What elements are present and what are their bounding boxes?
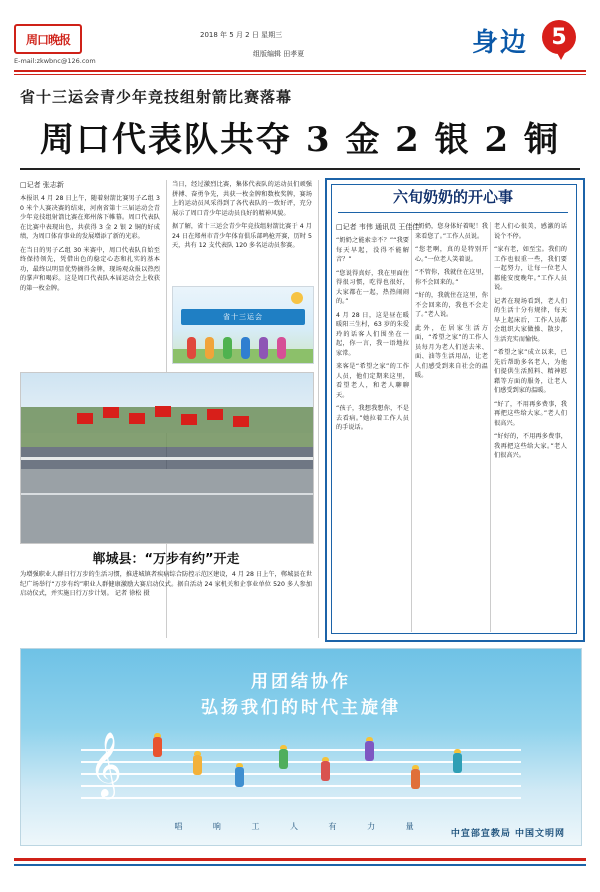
newspaper-logo-text: 周口晚报	[25, 32, 70, 47]
helmet-icon	[194, 751, 201, 755]
lead-main-headline: 周口代表队共夺 3 金 2 银 2 铜	[40, 120, 560, 160]
figure-icon	[223, 337, 232, 359]
boxed-paragraph: “您说得真好，我在里面住得很习惯，吃得也很好，大家都在一起，热热闹闹的。”	[336, 269, 409, 305]
boxed-paragraph: “孩子，我想我想你，不是去看病。”她拉着工作人员的手说话。	[336, 405, 409, 431]
boxed-paragraph: “好了，不用再多费事，我再把这些给大家。”老人们很高兴。	[494, 400, 567, 427]
boxed-article-byline: □记者 韦伟 通讯员 王佳佳	[336, 223, 420, 231]
worker-figure	[453, 753, 462, 773]
worker-figure	[411, 769, 420, 789]
flag-icon	[181, 414, 197, 425]
boxed-paragraph: “奶奶，您身体好着呢！我来看您了。”工作人员说。	[415, 223, 488, 240]
masthead	[0, 0, 600, 78]
footer-rule-blue	[14, 864, 586, 866]
worker-figure	[235, 767, 244, 787]
boxed-article-title: 六旬奶奶的开心事	[392, 188, 513, 206]
worker-figure	[193, 755, 202, 775]
boxed-paragraph: “不管你，我就住在这里，你不会回来的。”	[415, 269, 488, 286]
figure-icon	[187, 337, 196, 359]
games-logo-illustration	[172, 286, 314, 364]
footer-rule-red	[14, 858, 586, 861]
boxed-paragraph: “好的，我就住在这里，你不会回来的，我也不会走了。”老人说。	[415, 292, 488, 318]
worker-figure	[279, 749, 288, 769]
treble-clef-icon: 𝄞	[89, 732, 123, 797]
boxed-paragraph: 记者在现场看到，老人们的生活十分有规律，每天早上起床后，工作人员都会组织大家做操、散步，生活充实而愉快。	[494, 297, 567, 343]
editor-credit: 组版编辑 田孝夏	[253, 50, 305, 58]
march-photo	[20, 372, 314, 544]
helmet-icon	[280, 745, 287, 749]
games-banner-label: 省十三运会	[181, 309, 305, 325]
flag-icon	[103, 407, 119, 418]
boxed-paragraph: 来客是“希望之家”的工作人员，他们定期来这里，看望老人，和老人聊聊天。	[336, 363, 409, 399]
helmet-icon	[154, 733, 161, 737]
flag-icon	[233, 416, 249, 427]
article-column-2	[172, 180, 312, 255]
boxed-paragraph: “家有老，如至宝。我们的工作也很重一些，我们要一起努力，让每一位老人都能安度晚年。”工作人员说。	[494, 246, 567, 291]
headline-divider	[20, 168, 580, 170]
lead-paragraph: 本报讯 4 月 28 日上午，随着射箭比赛男子乙组 30 米个人赛决赛的结束，河南省第十三届运动会青少年竞技组射箭比赛在郑州落下帷幕。周口代表队在比赛中表现出色，共获得 3 金 2 银 2 铜的好成绩，为周口体育事业的发展增添了新的光彩。	[20, 195, 160, 240]
helmet-icon	[366, 737, 373, 741]
flag-icon	[129, 413, 145, 424]
boxed-article-column-2	[415, 222, 488, 385]
figure-icon	[205, 337, 214, 359]
photo-caption-body: 为增强职业人群日行万步的生活习惯，推进城镇者疾病综合防控示范区建设，4 月 28 日上午，郸城县在世纪广场举行“万步有约”职业人群健康激励大赛启动仪式。据自活动 24 家机关和企事业单位 520 多人参加启动仪式，并实施日行万步计划。 记者 徐松 摄	[20, 571, 312, 597]
public-service-poster	[20, 648, 582, 846]
newspaper-logo	[14, 24, 82, 54]
masthead-rule-thin	[14, 74, 586, 75]
worker-figure	[153, 737, 162, 757]
sun-icon	[291, 292, 303, 304]
poster-line-2: 弘扬我们的时代主旋律	[201, 698, 401, 718]
figure-icon	[259, 337, 268, 359]
lead-paragraph: 在当日的男子乙组 30 米赛中，周口代表队自始至终保持领先，凭借出色的稳定心态和扎实的基本功，最终以明显优势摘得金牌，现场观众报以热烈的掌声和喝彩。这是周口代表队本届运动会上收获的第一枚金牌。	[20, 246, 160, 292]
boxed-paragraph: 4 月 28 日，这是昼在暖暖阳三生村，63 岁的朱爱玲的话客人们围坐在一起，你一言，我一语地拉家常。	[336, 311, 409, 357]
boxed-article-title-rule	[338, 212, 568, 213]
staff-line	[81, 773, 521, 775]
poster-subline: 唱 响 工 人 有 力 量	[174, 822, 428, 831]
worker-figure	[365, 741, 374, 761]
boxed-article-column-3	[494, 222, 567, 465]
helmet-icon	[454, 749, 461, 753]
page-number-value: 5	[542, 20, 576, 54]
poster-line-1: 用团结协作	[251, 672, 351, 692]
boxed-paragraph: 老人们心很美，感激的话说个不停。	[494, 223, 567, 240]
lead-paragraph: 当日，经过激烈比赛，集体代表队的运动员们顽强拼搏、奋勇争先，共获一枚金牌和数枚奖牌，赛场上的运动员风采得到了各代表队的一致好评，充分展示了周口青少年运动员良好的精神风貌。	[172, 181, 312, 217]
contact-email: E-mail:zkwbnc@126.com	[14, 57, 96, 65]
photo-fence	[21, 457, 313, 460]
boxed-paragraph: “希望之家”成立以来，已先后帮助多名老人，为他们提供生活照料、精神慰藉等方面的服务，让老人们感受到家的温暖。	[494, 349, 567, 394]
lead-shoulder-headline: 省十三运会青少年竞技组射箭比赛落幕	[20, 88, 293, 106]
boxed-paragraph: 此外，在居家生活方面，“希望之家”的工作人员每月为老人们送去米、面、油等生活用品，让老人们感受到来自社会的温暖。	[415, 324, 488, 379]
staff-line	[81, 797, 521, 799]
figure-icon	[277, 337, 286, 359]
flag-icon	[77, 413, 93, 424]
lead-byline: □记者 张志新	[20, 181, 64, 189]
boxed-paragraph: “奶奶之能索幸不？”“我要每天早起，没得不能解音？”	[336, 237, 409, 263]
boxed-paragraph: “您老啊，真的是特别开心。”一位老人笑着说。	[415, 246, 488, 263]
boxed-article-column-1	[336, 236, 409, 437]
flag-icon	[207, 409, 223, 420]
flag-icon	[155, 406, 171, 417]
lead-paragraph: 据了解，省十三运会青少年竞技组射箭比赛于 4 月 24 日在郑州市青少年体育俱乐部鸣枪开赛，历时 5 天，共有 12 支代表队 120 多名运动员参赛。	[172, 223, 312, 249]
masthead-rule	[14, 70, 586, 72]
staff-line	[81, 785, 521, 787]
helmet-icon	[236, 763, 243, 767]
photo-caption-title: 郸城县：“万步有约”开走	[92, 552, 240, 567]
worker-figure	[321, 761, 330, 781]
helmet-icon	[322, 757, 329, 761]
boxed-paragraph: “好好的，不用再多费事，我再把这些给大家。”老人们很高兴。	[494, 433, 567, 459]
column-divider-2	[318, 180, 319, 638]
section-title: 身边	[471, 28, 528, 58]
issue-date: 2018 年 5 月 2 日 星期三	[200, 31, 283, 39]
article-column-1	[20, 180, 160, 297]
photo-road	[21, 469, 313, 543]
poster-credit: 中宣部宣教局 中国文明网	[450, 829, 565, 839]
page-number-badge	[542, 20, 578, 56]
page-number-pointer	[556, 51, 566, 60]
helmet-icon	[412, 765, 419, 769]
figure-icon	[241, 337, 250, 359]
